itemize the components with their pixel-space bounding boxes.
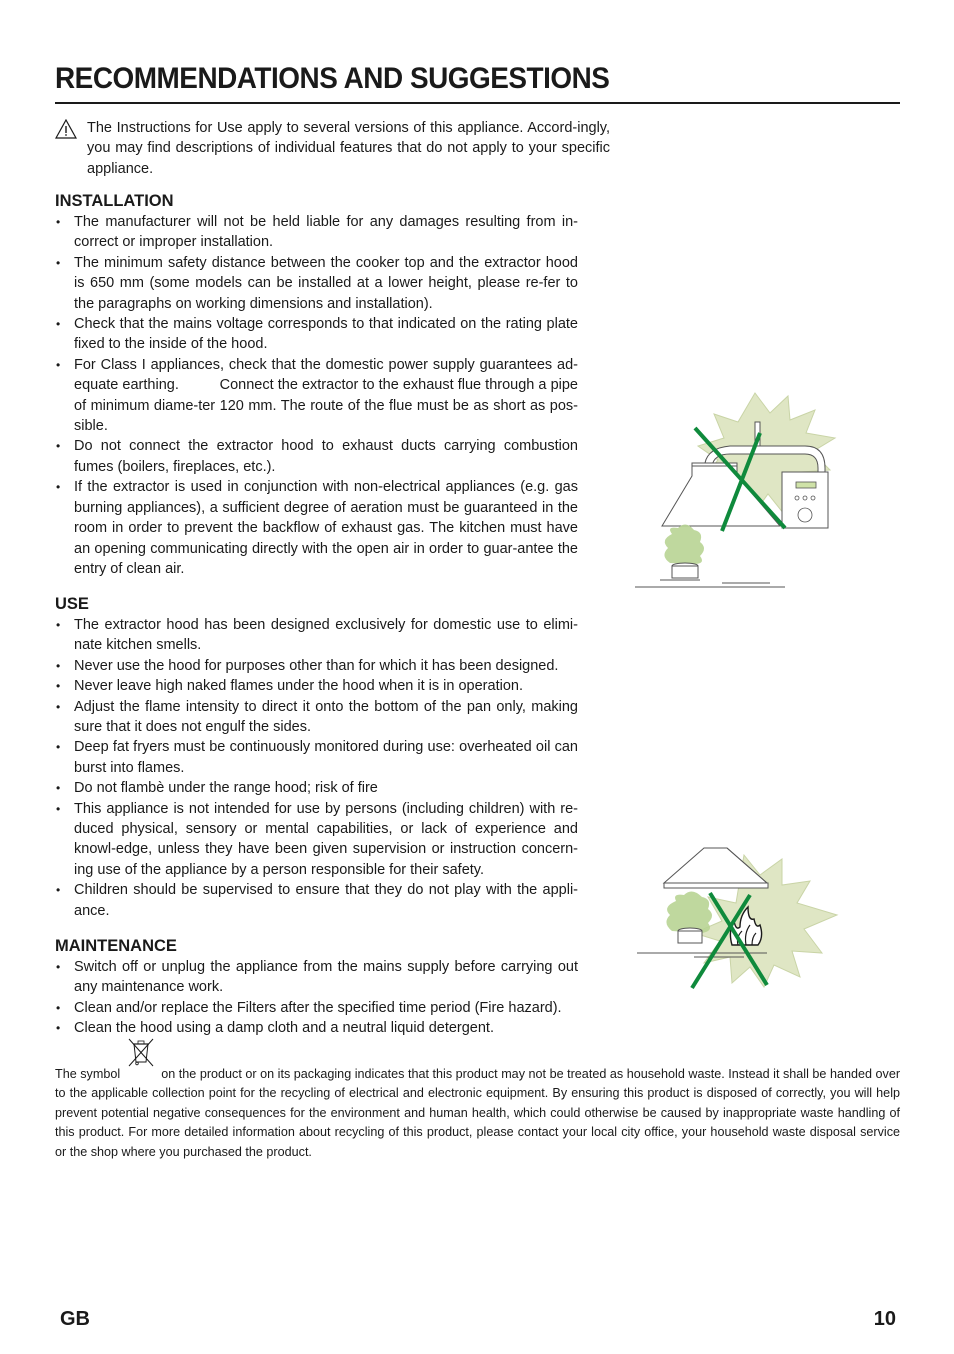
list-item: • The minimum safety distance between the cooker top and the extractor hood is 650 mm (some models can be installed at a lower height, please re-fer to the paragraphs on working dimensions and installation). bbox=[55, 253, 578, 314]
use-section bbox=[55, 593, 578, 921]
maintenance-heading: MAINTENANCE bbox=[55, 937, 177, 955]
use-heading: USE bbox=[55, 595, 89, 613]
language-code: GB bbox=[60, 1308, 90, 1330]
list-item: • Do not flambè under the range hood; risk of fire bbox=[55, 778, 578, 798]
maintenance-list bbox=[55, 957, 578, 1039]
intro-text: The Instructions for Use apply to several versions of this appliance. Accord-ingly, you may find descriptions of individual features that do not apply to your specific appliance. bbox=[87, 120, 610, 177]
intro-note bbox=[55, 118, 610, 179]
flame-warning-illustration bbox=[632, 845, 847, 995]
list-item: • Switch off or unplug the appliance from the mains supply before carrying out any maintenance work. bbox=[55, 957, 578, 998]
list-item: • Check that the mains voltage corresponds to that indicated on the rating plate fixed to the inside of the hood. bbox=[55, 314, 578, 355]
list-item: • If the extractor is used in conjunction with non-electrical appliances (e.g. gas burning appliances), a sufficient degree of aeration must be guaranteed in the room in order to prevent the backflow of exhaust gas. The kitchen must have an opening communicating directly with the open air in order to guar-antee the entry of clean air. bbox=[55, 477, 578, 579]
list-item: • Never use the hood for purposes other than for which it has been designed. bbox=[55, 656, 578, 676]
list-item: • Clean the hood using a damp cloth and a neutral liquid detergent. bbox=[55, 1018, 578, 1038]
list-item: • Clean and/or replace the Filters after the specified time period (Fire hazard). bbox=[55, 998, 578, 1018]
crossed-bin-icon bbox=[126, 1036, 156, 1068]
weee-text-before: The symbol bbox=[55, 1067, 121, 1081]
list-item: • This appliance is not intended for use by persons (including children) with re-duced physical, sensory or mental capabilities, or lack of experience and knowl-edge, unless they have been given supervision or instruction concern-ing use of the appliance by a person responsible for their safety. bbox=[55, 799, 578, 881]
list-item: • For Class I appliances, check that the domestic power supply guarantees ad-equate earthing. Connect the extractor to the exhaust flue through a pipe of minimum diame-ter 120 mm. The route of the flue must be as short as pos-sible. bbox=[55, 355, 578, 437]
list-item: • Deep fat fryers must be continuously monitored during use: overheated oil can burst into flames. bbox=[55, 737, 578, 778]
installation-section bbox=[55, 190, 583, 579]
flue-warning-illustration bbox=[630, 388, 845, 593]
installation-heading: INSTALLATION bbox=[55, 192, 174, 210]
list-item: • Never leave high naked flames under the hood when it is in operation. bbox=[55, 676, 578, 696]
list-item: • Do not connect the extractor hood to exhaust ducts carrying combustion fumes (boilers, fireplaces, etc.). bbox=[55, 436, 578, 477]
weee-disposal-note bbox=[55, 1050, 900, 1162]
list-item: • The manufacturer will not be held liable for any damages resulting from in-correct or improper installation. bbox=[55, 212, 578, 253]
list-item: • The extractor hood has been designed exclusively for domestic use to elimi-nate kitchen smells. bbox=[55, 615, 578, 656]
weee-text-after: on the product or on its packaging indicates that this product may not be treated as household waste. Instead it shall be handed over to the applicable collection point for the recycling of electrical and electronic equipment. By ensuring this product is disposed of correctly, you will help prevent potential negative consequences for the environment and human health, which could otherwise be caused by inappropriate waste handling of this product. For more detailed information about recycling of this product, please contact your local city office, your household waste disposal service or the shop where you purchased the product. bbox=[55, 1067, 901, 1159]
list-item: • Adjust the flame intensity to direct it onto the bottom of the pan only, making sure that it does not engulf the sides. bbox=[55, 697, 578, 738]
page-number: 10 bbox=[873, 1308, 896, 1330]
use-list bbox=[55, 615, 578, 921]
warning-triangle-icon bbox=[55, 119, 77, 139]
installation-list bbox=[55, 212, 583, 579]
title-rule bbox=[55, 102, 900, 104]
page-title: RECOMMENDATIONS AND SUGGESTIONS bbox=[55, 62, 610, 95]
list-item: • Children should be supervised to ensure that they do not play with the appli-ance. bbox=[55, 880, 578, 921]
maintenance-section bbox=[55, 935, 578, 1039]
